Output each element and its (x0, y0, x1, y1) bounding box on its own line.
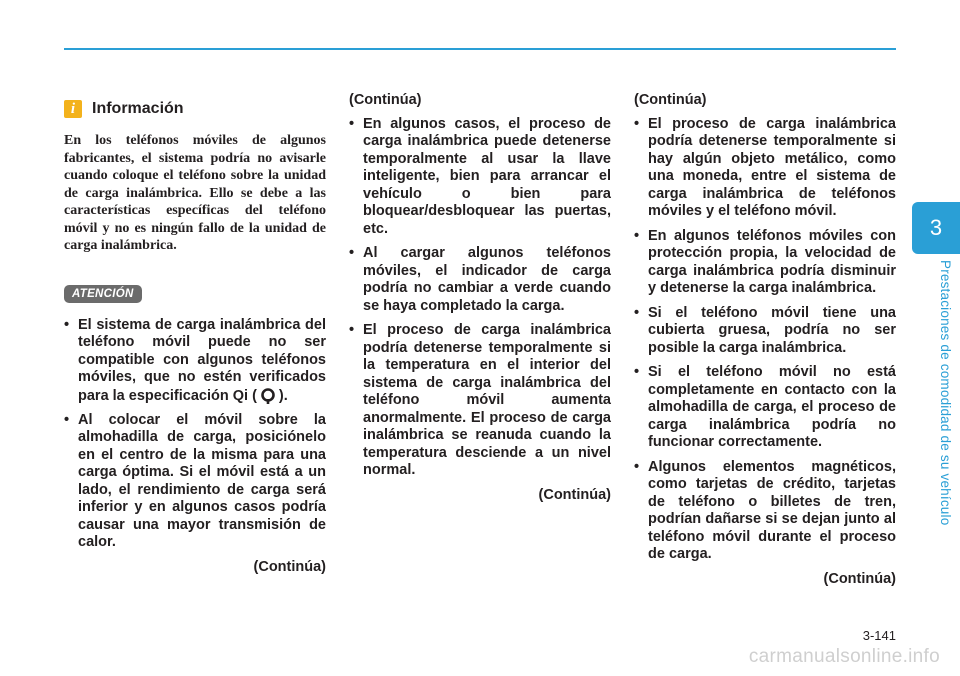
info-text: En los teléfonos móviles de algunos fabricantes, el sistema podría no avisarle cuando coloque el teléfono sobre la unidad de carga inalámbrica. Ello se debe a las características específicas del teléfono móvil y no es ningún fallo de la unidad de carga inalámbrica. (64, 133, 326, 253)
list-item: • Si el teléfono móvil tiene una cubierta gruesa, podría no ser posible la carga inalámbrica. (634, 305, 896, 358)
column-3 (634, 92, 896, 587)
list-item: • El proceso de carga inalámbrica podría detenerse temporalmente si la temperatura en el interior del sistema de carga inalámbrica del teléfono móvil aumenta anormalmente. El proceso de carga inalámbrica se reanuda cuando la temperatura desciende a un nivel normal. (349, 322, 611, 480)
continued-heading: (Continúa) (349, 92, 422, 108)
column-2 (349, 92, 611, 503)
continued-label: (Continúa) (538, 486, 611, 503)
list-item: • En algunos casos, el proceso de carga inalámbrica puede detenerse temporalmente al usar la llave inteligente, bien para arrancar el vehículo o bien para bloquear/desbloquear las puertas, etc. (349, 116, 611, 239)
list-item: • Si el teléfono móvil no está completamente en contacto con la almohadilla de carga, el proceso de carga inalámbrica podría no funcionar correctamente. (634, 364, 896, 452)
caution-badge: ATENCIÓN (64, 285, 142, 303)
list-item: • Algunos elementos magnéticos, como tarjetas de crédito, tarjetas de teléfono o billetes de tren, podrían dañarse si se dejan junto al teléfono móvil durante el proceso de carga. (634, 459, 896, 564)
column-1 (64, 92, 326, 575)
chapter-side-title: Prestaciones de comodidad de su vehículo (938, 260, 953, 526)
header-rule (64, 48, 896, 50)
caution-list (64, 317, 326, 552)
continued-label: (Continúa) (253, 558, 326, 575)
watermark: carmanualsonline.info (748, 646, 940, 667)
bullet-text: El sistema de carga inalámbrica del teléfono móvil puede no ser compatible con algunos teléfonos móviles, que no estén verificados para la especificación Qi ( (78, 316, 326, 404)
list-item: • Al cargar algunos teléfonos móviles, el indicador de carga podría no cambiar a verde cuando se haya completado la carga. (349, 245, 611, 315)
continued-heading: (Continúa) (634, 92, 707, 108)
list-item: • En algunos teléfonos móviles con protección propia, la velocidad de carga inalámbrica podría disminuir y detenerse la carga inalámbrica. (634, 228, 896, 298)
continued-label: (Continúa) (823, 570, 896, 587)
info-header (64, 94, 326, 124)
list-item (64, 317, 326, 405)
page-number: 3-141 (862, 628, 896, 643)
caution-list (349, 116, 611, 480)
qi-wireless-icon (259, 387, 277, 405)
list-item: • Al colocar el móvil sobre la almohadilla de carga, posiciónelo en el centro de la misma para una carga óptima. Si el móvil está a un lado, el rendimiento de carga será inferior y en algunos casos podría causar una mayor transmisión de calor. (64, 412, 326, 552)
caution-list (634, 116, 896, 564)
chapter-tab: 3 (912, 202, 960, 254)
bullet-tail: ). (278, 387, 288, 404)
info-title: Información (92, 100, 184, 117)
list-item: • El proceso de carga inalámbrica podría detenerse temporalmente si hay algún objeto metálico, como una moneda, entre el sistema de carga inalámbrica de teléfonos móviles y el teléfono móvil. (634, 116, 896, 221)
info-icon: i (64, 100, 82, 118)
